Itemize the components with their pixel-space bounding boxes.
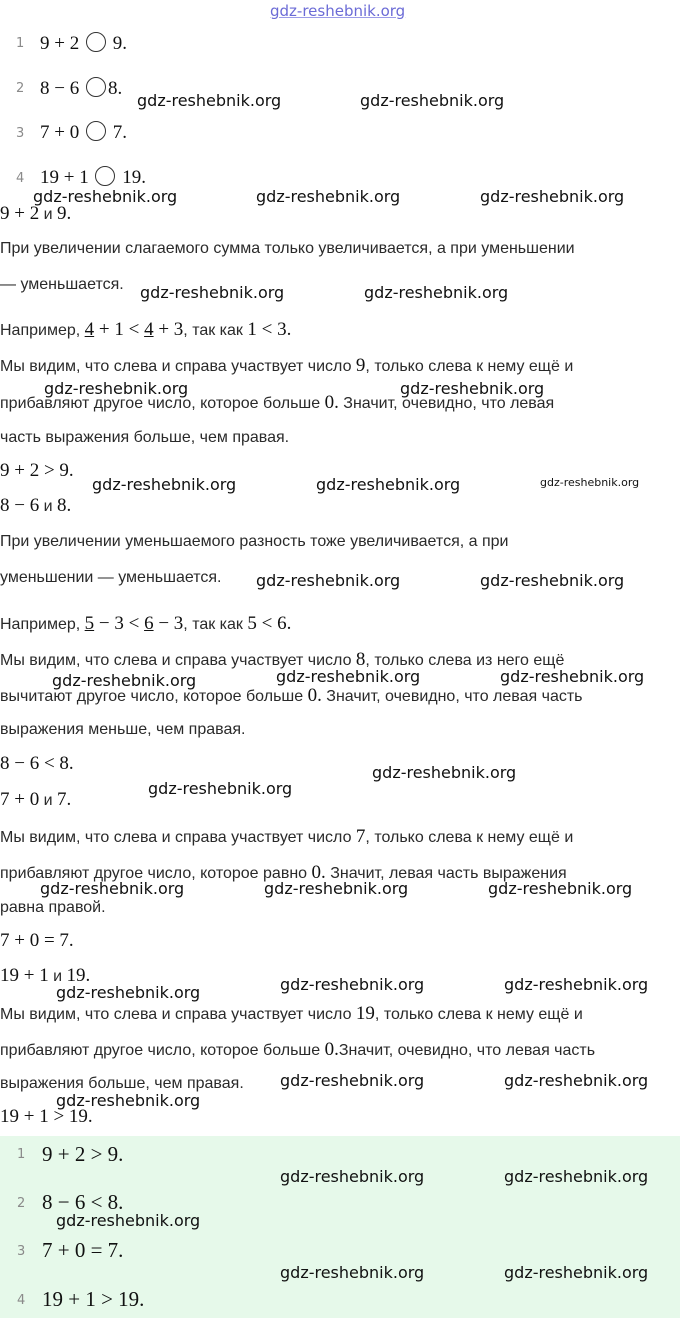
- section-2-heading: 8 − 6 и 8.: [0, 495, 72, 516]
- s2-para-1b: уменьшении — уменьшается.: [0, 569, 222, 586]
- s1-result: 9 + 2 > 9.: [0, 460, 74, 481]
- watermark: gdz-reshebnik.org: [256, 187, 401, 206]
- task-item-1: 9 + 2 9.: [40, 33, 127, 54]
- s4-para-2b: прибавляют другое число, которое больше 0.Значит, очевидно, что левая часть: [0, 1039, 596, 1060]
- section-3-heading: 7 + 0 и 7.: [0, 789, 72, 810]
- section-4-heading: 19 + 1 и 19.: [0, 965, 91, 986]
- s4-result: 19 + 1 > 19.: [0, 1106, 93, 1127]
- watermark: gdz-reshebnik.org: [56, 1211, 201, 1230]
- watermark: gdz-reshebnik.org: [92, 475, 237, 494]
- s2-para-1a: При увеличении уменьшаемого разность тоже увеличивается, а при: [0, 533, 509, 550]
- watermark: gdz-reshebnik.org: [44, 379, 189, 398]
- watermark: gdz-reshebnik.org: [280, 1167, 425, 1186]
- s2-para-2a: Мы видим, что слева и справа участвует число 8, только слева из него ещё: [0, 649, 565, 670]
- s1-para-1b: — уменьшается.: [0, 276, 124, 293]
- watermark: gdz-reshebnik.org: [33, 187, 178, 206]
- answer-number: 1: [17, 1147, 26, 1162]
- watermark: gdz-reshebnik.org: [40, 879, 185, 898]
- watermark: gdz-reshebnik.org: [276, 667, 421, 686]
- watermark: gdz-reshebnik.org: [280, 975, 425, 994]
- watermark: gdz-reshebnik.org: [504, 1167, 649, 1186]
- task-item-4: 19 + 1 19.: [40, 167, 146, 188]
- watermark-top[interactable]: gdz-reshebnik.org: [270, 2, 406, 20]
- watermark: gdz-reshebnik.org: [500, 667, 645, 686]
- s1-para-1a: При увеличении слагаемого сумма только увеличивается, а при уменьшении: [0, 240, 575, 257]
- watermark: gdz-reshebnik.org: [372, 763, 517, 782]
- answer-number: 2: [17, 1196, 26, 1211]
- watermark: gdz-reshebnik.org: [264, 879, 409, 898]
- watermark: gdz-reshebnik.org: [540, 476, 640, 489]
- answer-number: 4: [17, 1293, 26, 1308]
- answer-item-1: 9 + 2 > 9.: [42, 1142, 124, 1166]
- s2-example: Например, 5 − 3 < 6 − 3, так как 5 < 6.: [0, 613, 292, 634]
- watermark: gdz-reshebnik.org: [140, 283, 285, 302]
- s4-para-2c: выражения больше, чем правая.: [0, 1075, 244, 1092]
- watermark: gdz-reshebnik.org: [360, 91, 505, 110]
- watermark: gdz-reshebnik.org: [480, 571, 625, 590]
- watermark: gdz-reshebnik.org: [280, 1263, 425, 1282]
- s4-para-2a: Мы видим, что слева и справа участвует число 19, только слева к нему ещё и: [0, 1003, 583, 1024]
- watermark: gdz-reshebnik.org: [280, 1071, 425, 1090]
- task-item-2: 8 − 6 8.: [40, 78, 123, 99]
- s2-result: 8 − 6 < 8.: [0, 753, 74, 774]
- watermark: gdz-reshebnik.org: [504, 975, 649, 994]
- watermark: gdz-reshebnik.org: [504, 1071, 649, 1090]
- s2-para-2b: вычитают другое число, которое больше 0. Значит, очевидно, что левая часть: [0, 685, 583, 706]
- s3-para-2c: равна правой.: [0, 899, 106, 916]
- answer-number: 3: [17, 1244, 26, 1259]
- s1-para-2b: прибавляют другое число, которое больше 0. Значит, очевидно, что левая: [0, 392, 555, 413]
- watermark: gdz-reshebnik.org: [256, 571, 401, 590]
- s3-result: 7 + 0 = 7.: [0, 930, 74, 951]
- watermark: gdz-reshebnik.org: [364, 283, 509, 302]
- s3-para-2a: Мы видим, что слева и справа участвует число 7, только слева к нему ещё и: [0, 826, 574, 847]
- answer-item-3: 7 + 0 = 7.: [42, 1238, 124, 1262]
- watermark: gdz-reshebnik.org: [52, 671, 197, 690]
- task-number: 4: [16, 171, 25, 186]
- task-number: 2: [16, 81, 25, 96]
- task-number: 3: [16, 126, 25, 141]
- watermark: gdz-reshebnik.org: [504, 1263, 649, 1282]
- s1-example: Например, 4 + 1 < 4 + 3, так как 1 < 3.: [0, 319, 292, 340]
- task-number: 1: [16, 36, 25, 51]
- compare-circle-icon: [86, 32, 106, 52]
- watermark: gdz-reshebnik.org: [480, 187, 625, 206]
- watermark: gdz-reshebnik.org: [316, 475, 461, 494]
- compare-circle-icon: [86, 121, 106, 141]
- answer-item-2: 8 − 6 < 8.: [42, 1190, 124, 1214]
- compare-circle-icon: [86, 77, 106, 97]
- compare-circle-icon: [95, 166, 115, 186]
- watermark: gdz-reshebnik.org: [56, 983, 201, 1002]
- s1-para-2c: часть выражения больше, чем правая.: [0, 429, 290, 446]
- answer-item-4: 19 + 1 > 19.: [42, 1287, 145, 1311]
- task-item-3: 7 + 0 7.: [40, 122, 127, 143]
- s2-para-2c: выражения меньше, чем правая.: [0, 721, 246, 738]
- s3-para-2b: прибавляют другое число, которое равно 0. Значит, левая часть выражения: [0, 862, 567, 883]
- watermark: gdz-reshebnik.org: [148, 779, 293, 798]
- watermark: gdz-reshebnik.org: [488, 879, 633, 898]
- watermark: gdz-reshebnik.org: [400, 379, 545, 398]
- section-1-heading: 9 + 2 и 9.: [0, 203, 72, 224]
- watermark: gdz-reshebnik.org: [56, 1091, 201, 1110]
- watermark: gdz-reshebnik.org: [137, 91, 282, 110]
- s1-para-2a: Мы видим, что слева и справа участвует число 9, только слева к нему ещё и: [0, 355, 574, 376]
